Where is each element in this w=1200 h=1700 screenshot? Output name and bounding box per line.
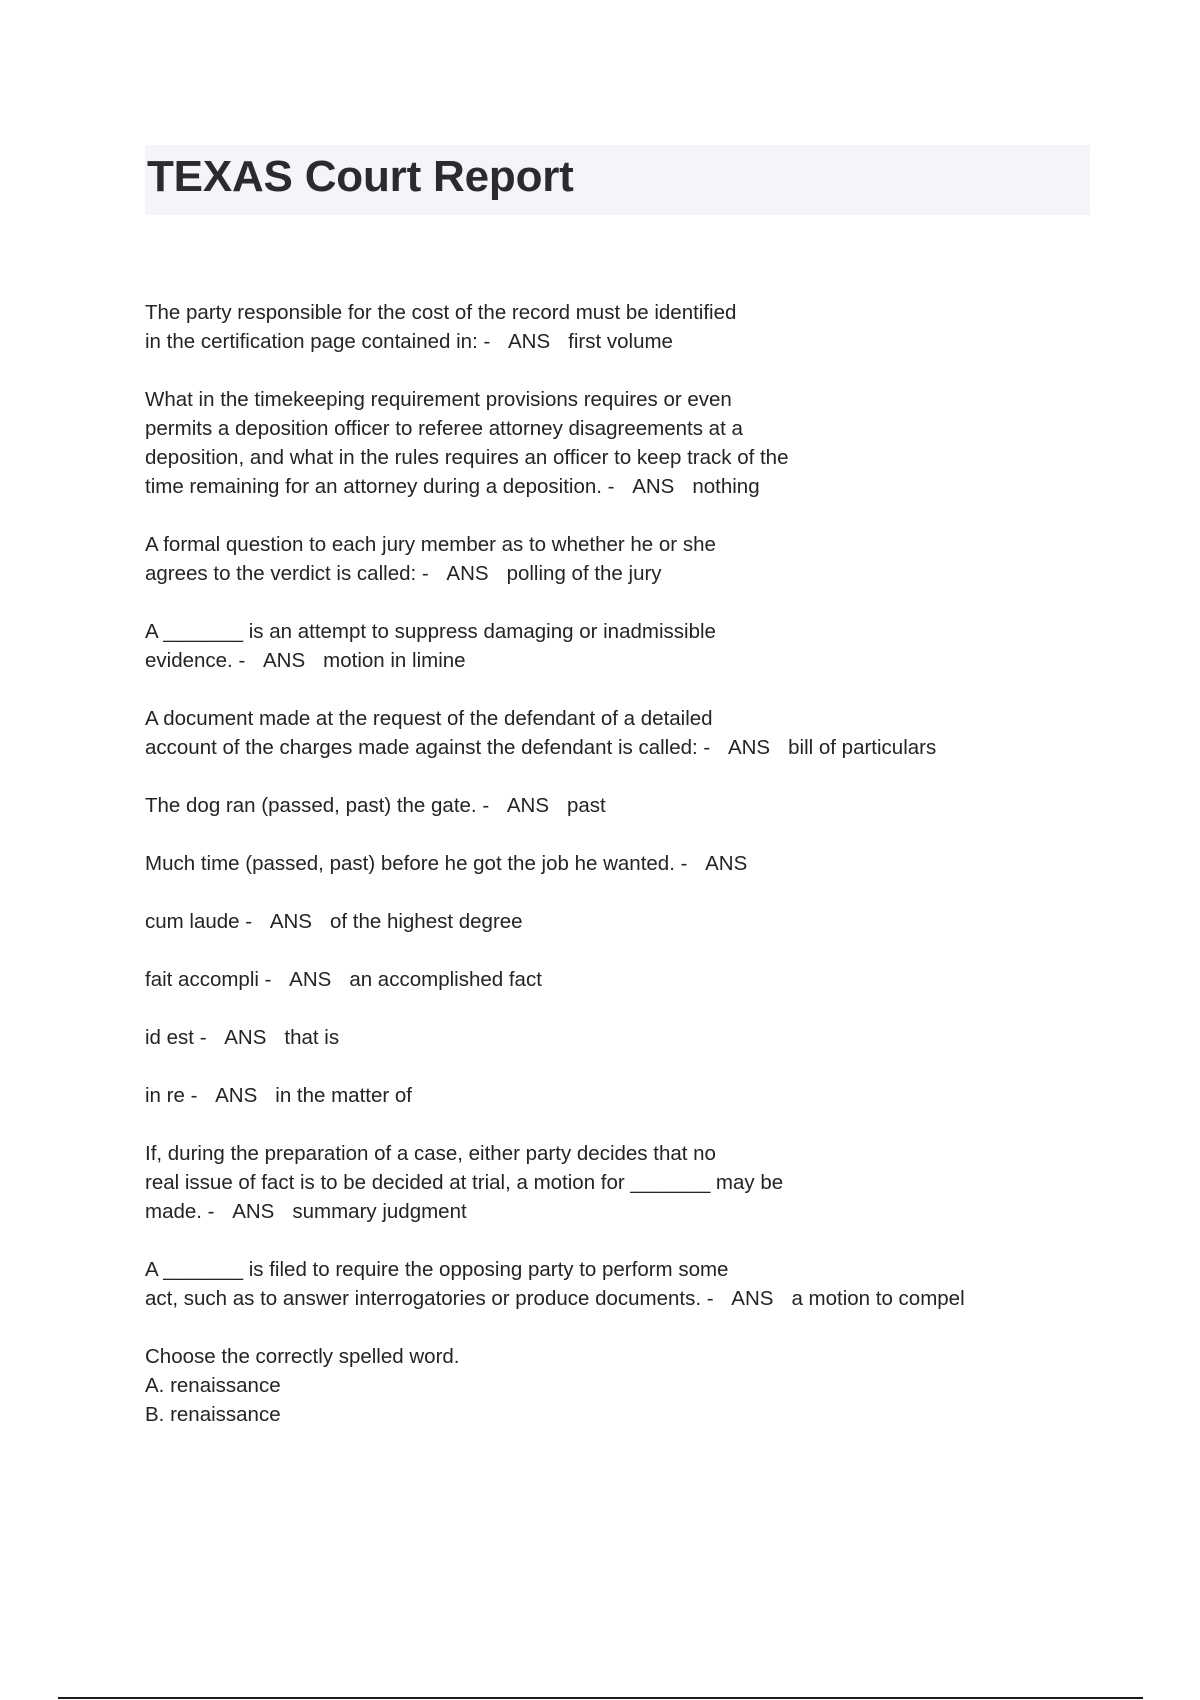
ans-label: ANS [727,736,771,759]
question-text: A formal question to each jury member as to whether he or she [145,533,716,556]
question-text: time remaining for an attorney during a deposition. - [145,475,621,498]
ans-label: ANS [632,475,675,498]
qa-item [145,1255,1105,1313]
qa-item [145,1023,1105,1052]
qa-item [145,298,1105,356]
multiple-choice-question [145,1342,1105,1429]
question-text: act, such as to answer interrogatories or produce documents. - [145,1287,720,1310]
qa-item [145,530,1105,588]
title-banner [145,145,1090,215]
question-line [145,791,1105,820]
qa-item [145,1139,1105,1226]
qa-item [145,849,1105,878]
question-line [145,472,1105,501]
ans-label: ANS [289,968,332,991]
question-text: cum laude - [145,910,258,933]
question-text: Much time (passed, past) before he got the job he wanted. - [145,852,694,875]
answer-text: summary judgment [292,1200,467,1223]
question-line [145,646,1105,675]
question-line [145,704,1105,733]
qa-item [145,617,1105,675]
ans-label: ANS [224,1026,267,1049]
question-text: A document made at the request of the defendant of a detailed [145,707,713,730]
ans-label: ANS [506,794,549,817]
qa-item [145,1081,1105,1110]
answer-text: motion in limine [323,649,466,672]
question-text: If, during the preparation of a case, either party decides that no [145,1142,716,1165]
question-text: The dog ran (passed, past) the gate. - [145,794,495,817]
answer-text: that is [284,1026,340,1049]
qa-item [145,907,1105,936]
question-text: A _______ is filed to require the opposing party to perform some [145,1258,729,1281]
question-text: made. - [145,1200,221,1223]
question-line [145,1284,1105,1313]
answer-text: a motion to compel [791,1287,965,1310]
question-line [145,617,1105,646]
question-line [145,1023,1105,1052]
question-line [145,414,1105,443]
answer-text: in the matter of [275,1084,412,1107]
question-prompt: Choose the correctly spelled word. [145,1345,460,1368]
answer-text: nothing [692,475,760,498]
qa-list [145,298,1105,1458]
question-line [145,1255,1105,1284]
question-line [145,530,1105,559]
ans-label: ANS [446,562,489,585]
answer-text: first volume [568,330,673,353]
answer-option: A. renaissance [145,1374,281,1397]
qa-item [145,965,1105,994]
ans-label: ANS [262,649,306,672]
answer-text: bill of particulars [788,736,937,759]
question-line [145,327,1105,356]
question-line [145,559,1105,588]
question-text: id est - [145,1026,213,1049]
ans-label: ANS [508,330,551,353]
question-text: fait accompli - [145,968,278,991]
qa-item [145,385,1105,501]
question-line [145,1081,1105,1110]
ans-label: ANS [215,1084,258,1107]
question-line [145,1139,1105,1168]
answer-text: polling of the jury [506,562,662,585]
question-text: evidence. - [145,649,251,672]
question-text: deposition, and what in the rules requires an officer to keep track of the [145,446,789,469]
question-line [145,385,1105,414]
question-line [145,298,1105,327]
question-line [145,1197,1105,1226]
question-line [145,443,1105,472]
question-line [145,849,1105,878]
question-line [145,1168,1105,1197]
question-line [145,733,1105,762]
question-text: The party responsible for the cost of the record must be identified [145,301,737,324]
question-text: permits a deposition officer to referee attorney disagreements at a [145,417,743,440]
question-text: account of the charges made against the defendant is called: - [145,736,716,759]
question-text: in re - [145,1084,204,1107]
qa-item [145,791,1105,820]
answer-text: past [567,794,606,817]
question-text: real issue of fact is to be decided at trial, a motion for _______ may be [145,1171,784,1194]
question-text: agrees to the verdict is called: - [145,562,435,585]
question-text: What in the timekeeping requirement provisions requires or even [145,388,732,411]
page-title: TEXAS Court Report [147,152,574,201]
question-text: in the certification page contained in: - [145,330,496,353]
ans-label: ANS [731,1287,774,1310]
question-text: A _______ is an attempt to suppress damaging or inadmissible [145,620,716,643]
question-line [145,965,1105,994]
answer-text: of the highest degree [329,910,523,933]
ans-label: ANS [705,852,748,875]
ans-label: ANS [269,910,312,933]
qa-item [145,704,1105,762]
question-line [145,907,1105,936]
ans-label: ANS [232,1200,275,1223]
footer-divider [58,1697,1143,1699]
answer-option: B. renaissance [145,1403,281,1426]
answer-text: an accomplished fact [349,968,542,991]
